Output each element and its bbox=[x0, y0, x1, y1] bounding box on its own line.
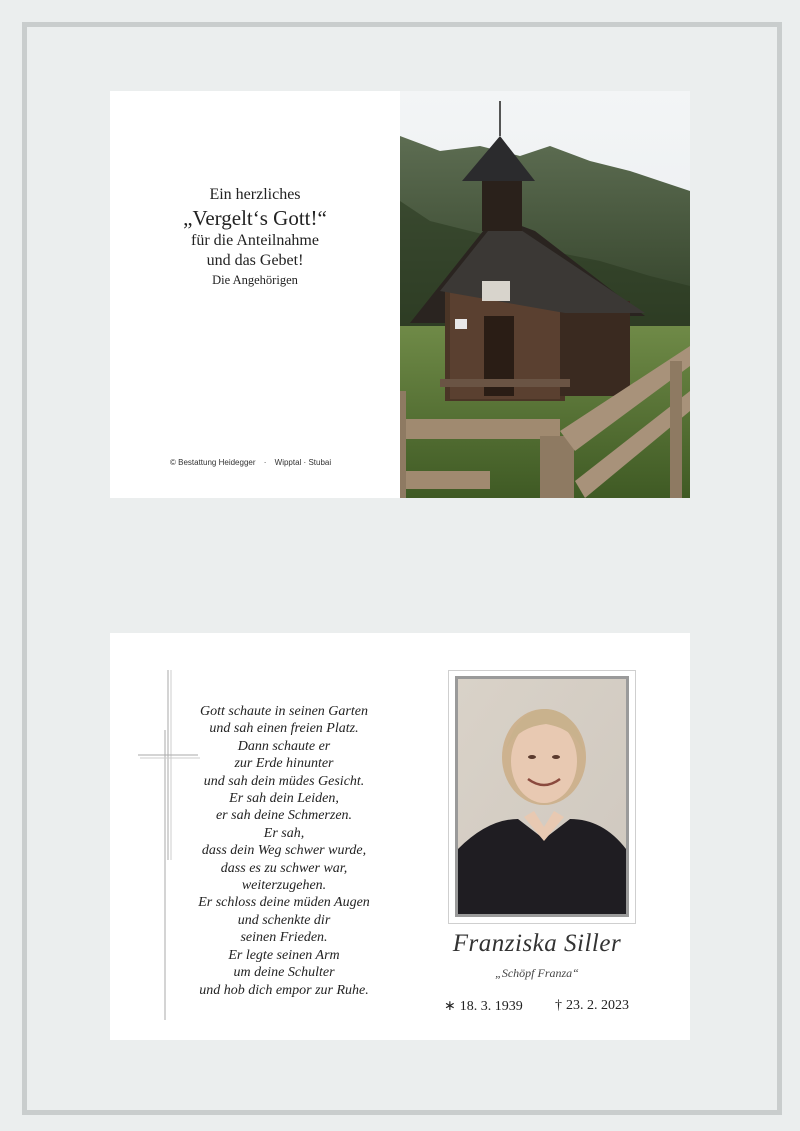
poem-line: er sah deine Schmerzen. bbox=[215, 808, 353, 824]
credit-separator: · bbox=[263, 458, 267, 467]
memorial-poem bbox=[170, 703, 398, 999]
poem-line: zur Erde hinunter bbox=[234, 756, 334, 772]
poem-line: Er sah, bbox=[263, 825, 305, 841]
poem-line: Er schloss deine müden Augen bbox=[198, 895, 370, 911]
thanks-line-1: Ein herzliches bbox=[209, 186, 301, 203]
deceased-nickname: „Schöpf Franza“ bbox=[495, 966, 579, 980]
poem-line: Gott schaute in seinen Garten bbox=[200, 704, 368, 719]
death-symbol: † bbox=[555, 998, 562, 1013]
credit-company: © Bestattung Heidegger bbox=[170, 458, 256, 467]
poem-line: dass dein Weg schwer wurde, bbox=[201, 843, 367, 859]
poem-line: seinen Frieden. bbox=[240, 930, 328, 946]
birth-date-value: 18. 3. 1939 bbox=[459, 999, 523, 1014]
family-signature: Die Angehörigen bbox=[212, 273, 298, 288]
credit-region: Wipptal · Stubai bbox=[274, 458, 332, 467]
portrait-frame bbox=[448, 670, 636, 924]
poem-line: weiterzugehen. bbox=[241, 878, 327, 894]
poem-line: dass es zu schwer war, bbox=[220, 860, 348, 876]
poem-line: Er sah dein Leiden, bbox=[229, 791, 339, 807]
poem-line: um deine Schulter bbox=[233, 965, 335, 981]
portrait-photo bbox=[455, 676, 629, 917]
thanks-line-3: für die Anteilnahme bbox=[191, 232, 319, 250]
thanks-line-4: und das Gebet! bbox=[206, 252, 304, 270]
memorial-card-back bbox=[110, 633, 690, 1040]
poem-line: und hob dich empor zur Ruhe. bbox=[199, 982, 369, 998]
thanks-text-block bbox=[110, 185, 400, 289]
deceased-name: Franziska Siller bbox=[452, 930, 622, 957]
poem-line: und schenkte dir bbox=[237, 912, 331, 928]
chapel-photo bbox=[400, 91, 690, 498]
death-date bbox=[555, 998, 629, 1014]
poem-line: und sah dein müdes Gesicht. bbox=[203, 773, 365, 789]
death-date-value: 23. 2. 2023 bbox=[566, 998, 629, 1013]
poem-line: und sah einen freien Platz. bbox=[209, 721, 359, 737]
thank-you-card-front bbox=[110, 91, 690, 498]
funeral-home-credit bbox=[170, 458, 331, 467]
poem-line: Er legte seinen Arm bbox=[228, 947, 340, 963]
poem-line: Dann schaute er bbox=[237, 738, 331, 754]
thanks-headline: „Vergelt‘s Gott!“ bbox=[183, 206, 327, 230]
birth-date bbox=[444, 998, 523, 1015]
birth-symbol: ∗ bbox=[444, 999, 456, 1014]
